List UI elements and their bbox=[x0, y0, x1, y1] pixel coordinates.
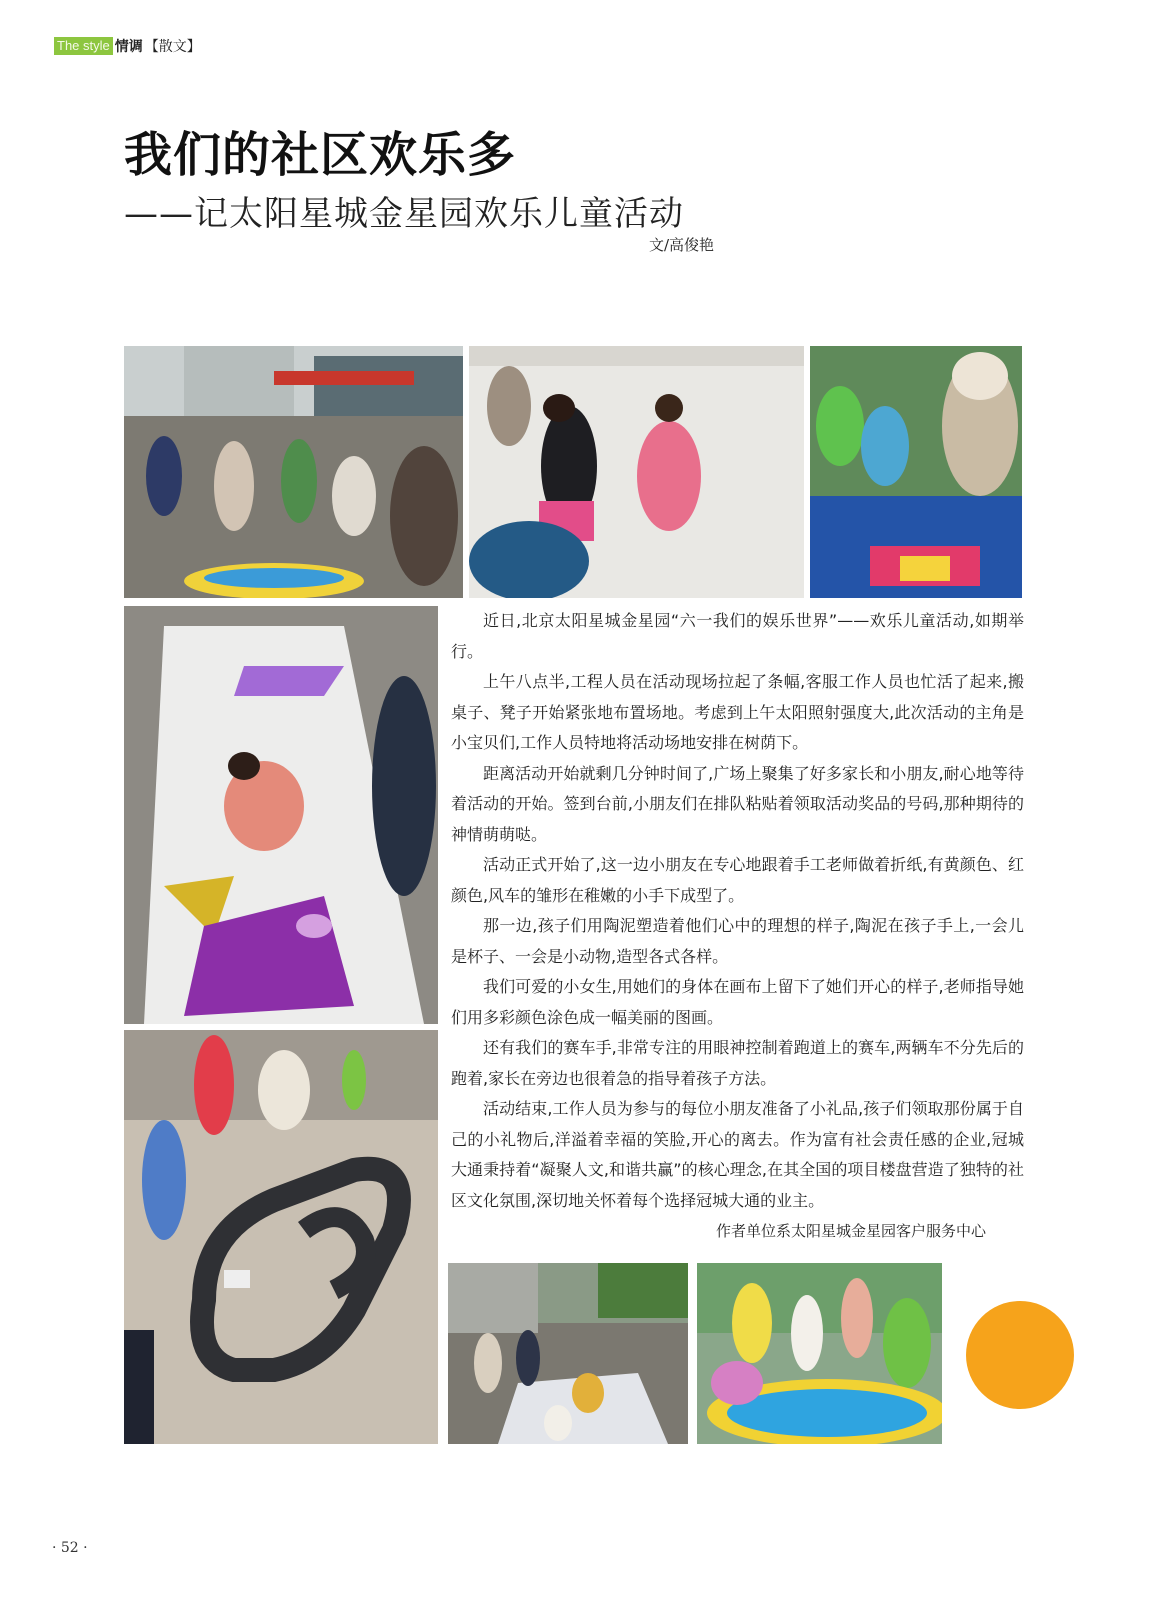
article-author: 文/高俊艳 bbox=[649, 236, 715, 254]
decorative-orange-circle bbox=[966, 1301, 1074, 1409]
section-name: 情调 bbox=[114, 39, 143, 55]
body-paragraph: 那一边,孩子们用陶泥塑造着他们心中的理想的样子,陶泥在孩子手上,一会儿是杯子、一会是小动物,造型各式各样。 bbox=[451, 916, 1024, 966]
body-paragraph: 我们可爱的小女生,用她们的身体在画布上留下了她们开心的样子,老师指导她们用多彩颜色涂色成一幅美丽的图画。 bbox=[451, 977, 1024, 1027]
author-affiliation: 作者单位系太阳星城金星园客户服务中心 bbox=[716, 1222, 987, 1240]
body-paragraph: 上午八点半,工程人员在活动现场拉起了条幅,客服工作人员也忙活了起来,搬桌子、凳子开始紧张地布置场地。考虑到上午太阳照射强度大,此次活动的主角是小宝贝们,工作人员特地将活动场地安排在树荫下。 bbox=[451, 672, 1024, 752]
page-header bbox=[54, 36, 201, 56]
category-name: 散文 bbox=[158, 39, 187, 55]
body-paragraph: 近日,北京太阳星城金星园“六一我们的娱乐世界”——欢乐儿童活动,如期举行。 bbox=[451, 611, 1024, 661]
photo-girls-on-canvas bbox=[469, 346, 804, 598]
photo-crowd-plaza bbox=[124, 346, 463, 598]
bracket-close: 】 bbox=[186, 39, 201, 55]
body-paragraph: 还有我们的赛车手,非常专注的用眼神控制着跑道上的赛车,两辆车不分先后的跑着,家长在旁边也很着急的指导着孩子方法。 bbox=[451, 1038, 1024, 1088]
article-body bbox=[451, 606, 1024, 1216]
photo-mascot-craft-table bbox=[810, 346, 1022, 598]
bracket-open: 【 bbox=[144, 39, 159, 55]
body-paragraph: 活动结束,工作人员为参与的每位小朋友准备了小礼品,孩子们领取那份属于自己的小礼物后,洋溢着幸福的笑脸,开心的离去。作为富有社会责任感的企业,冠城大通秉持着“凝聚人文,和谐共赢”的核心理念,在其全国的项目楼盘营造了独特的社区文化氛围,深切地关怀着每个选择冠城大通的业主。 bbox=[451, 1099, 1024, 1210]
photo-kids-drawing-ground bbox=[448, 1263, 688, 1444]
photo-racing-track bbox=[124, 1030, 438, 1444]
photo-kids-water-pool bbox=[697, 1263, 942, 1444]
article-subtitle: ——记太阳星城金星园欢乐儿童活动 bbox=[124, 194, 684, 234]
page-number: · 52 · bbox=[52, 1540, 88, 1556]
magazine-brand: The style bbox=[54, 37, 113, 55]
photo-girl-painting bbox=[124, 606, 438, 1024]
body-paragraph: 距离活动开始就剩几分钟时间了,广场上聚集了好多家长和小朋友,耐心地等待着活动的开始。签到台前,小朋友们在排队粘贴着领取活动奖品的号码,那种期待的神情萌萌哒。 bbox=[451, 763, 1024, 844]
article-title: 我们的社区欢乐多 bbox=[124, 127, 517, 183]
body-paragraph: 活动正式开始了,这一边小朋友在专心地跟着手工老师做着折纸,有黄颜色、红颜色,风车的雏形在稚嫩的小手下成型了。 bbox=[451, 855, 1024, 905]
